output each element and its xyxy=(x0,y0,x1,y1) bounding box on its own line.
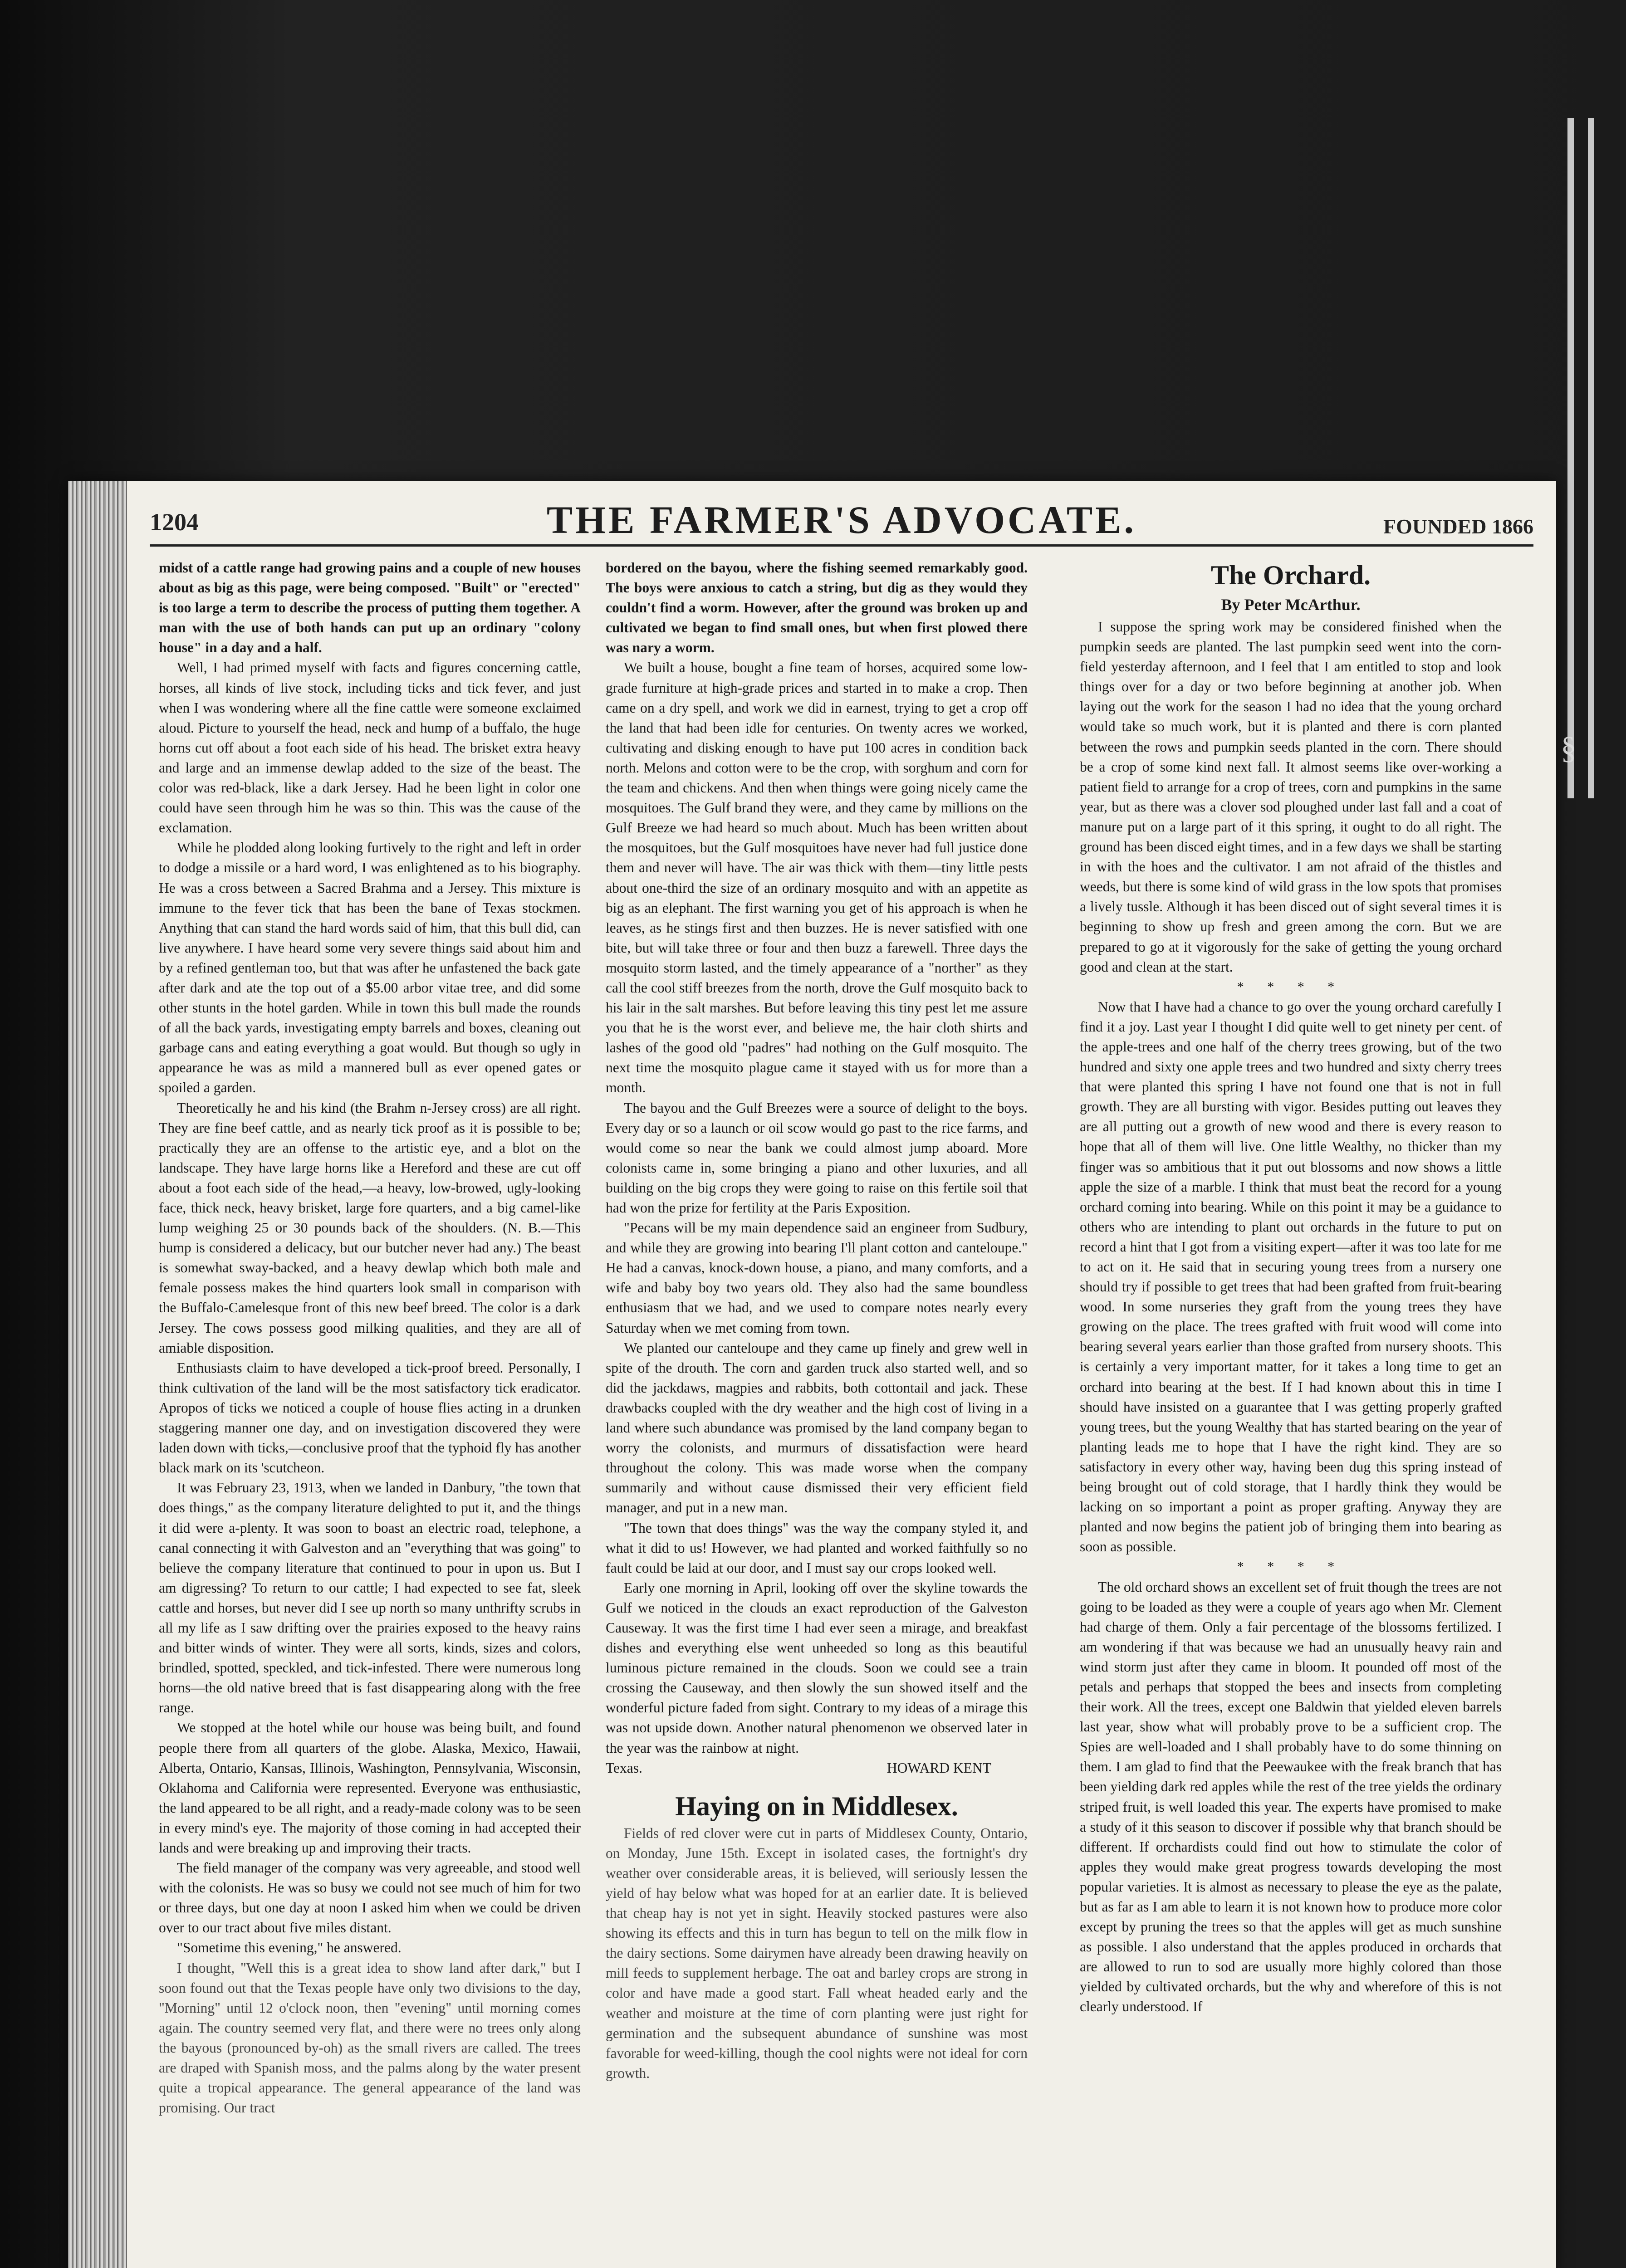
paragraph: "Pecans will be my main dependence said an engineer from Sudbury, and while they are growing into bearing I'll plant cotton and canteloupe." He had a canvas, knock-down house, a piano, and many comforts, and a wife and baby boy two years old. They also had the same boundless enthusiasm that we had, and we used to compare notes nearly every Saturday when we met coming from town. xyxy=(606,1220,1028,1336)
paragraph: I suppose the spring work may be considered finished when the pumpkin seeds are planted. The last pumpkin seed went into the corn-field yesterday afternoon, and I feel that I am entitled to stop and look things over for a day or two before beginning at another job. When laying out the work for the season I had no idea that the young orchard would take so much work, but it is planted and there is corn planted between the rows and pumpkin seeds planted in the corn. There should be a crop of some kind next fall. It almost seems like over-working a patient field to arrange for a crop of trees, corn and pumpkins in the same year, but as there was a clover sod ploughed under last fall and a coat of manure put on a large part of it this spring, it ought to do all right. The ground has been disced eight times, and in a few days we shall be starting in with the hoes and the cultivator. I am not afraid of the thistles and weeds, but there is some kind of wild grass in the low spots that promises a lively tussle. Although it has been disced out of sight several times it is beginning to show up fresh and green among the corn. But we are prepared to go at it vigorously for the sake of getting the young orchard good and clean at the start. xyxy=(1080,619,1502,975)
paragraph: Early one morning in April, looking off over the skyline towards the Gulf we noticed in the clouds an exact reproduction of the Galveston Causeway. It was the first time I had ever seen a mirage, and breakfast dishes and everything else went unheeded so long as this beautiful luminous picture remained in the clouds. Soon we could see a train crossing the Causeway, and then slowly the sun showed itself and the wonderful picture faded from sight. Contrary to my ideas of a mirage this was not upside down. Another natural phenomenon we observed later in the year was the rainbow at night. xyxy=(606,1579,1028,1756)
paragraph: Enthusiasts claim to have developed a tick-proof breed. Personally, I think cultivation of the land will be the most satisfactory tick eradicator. Apropos of ticks we noticed a couple of house flies acting in a drunken staggering manner one day, and on investigation discovered they were laden down with ticks,—conclusive proof that the typhoid fly has another black mark on its 'scutcheon. xyxy=(159,1359,581,1476)
spine-line xyxy=(1588,118,1594,798)
spine-line xyxy=(1567,118,1574,798)
paragraph: The old orchard shows an excellent set of fruit though the trees are not going to be loaded as they were a couple of years ago when Mr. Clement had charge of them. Only a fair percentage of the blossoms fertilized. I am wondering if that was because we had an unusually heavy rain and wind storm just after they came in bloom. It pounded off most of the petals and perhaps that stopped the bees and insects from completing their work. All the trees, except one Baldwin that yielded eleven barrels last year, show what will probably prove to be a sufficient crop. The Spies are well-loaded and I shall probably have to do some thinning on them. I am glad to find that the Peewaukee with the freak branch that has been yielding dark red apples while the rest of the tree yields the ordinary striped fruit, is well loaded this year. The experts have promised to make a study of it this season to discover if possible why that branch should be different. If orchardists could find out how to stimulate the color of apples they would make great progress towards developing the most popular varieties. It is almost as necessary to please the eye as the palate, but as far as I am able to learn it is not known how to produce more color except by pruning the trees so that the apples will get as much sunshine as possible. I also understand that the apples produced in orchards that are allowed to run to sod are usually more highly colored than those yielded by cultivated orchards, but the why and wherefore of this is not clearly understood. If xyxy=(1080,1579,1502,2015)
signature xyxy=(606,1758,1028,1778)
paragraph: I thought, "Well this is a great idea to show land after dark," but I soon found out that the Texas people have only two divisions to the day, "Morning" until 12 o'clock noon, then "evening" until morning comes again. The country seemed very flat, and there were no trees only along the bayous (pronounced by-oh) as the small rivers are called. The trees are draped with Spanish moss, and the palms along by the water present quite a tropical appearance. The general appearance of the land was promising. Our tract xyxy=(159,1960,581,2116)
column-3 xyxy=(1080,558,1502,2017)
paragraph: We planted our canteloupe and they came up finely and grew well in spite of the drouth. The corn and garden truck also started well, and so did the jackdaws, magpies and rabbits, both cottontail and jack. These drawbacks coupled with the dry weather and the high cost of living in a land where such abundance was promised by the land company began to worry the colonists, and murmurs of dissatisfaction were heard throughout the colony. This was made worse when the company summarily and without cause dismissed their very efficient field manager, and put in a new man. xyxy=(606,1339,1028,1516)
paragraph: The bayou and the Gulf Breezes were a source of delight to the boys. Every day or so a launch or oil scow would go past to the rice farms, and would come so near the bank we could almost jump aboard. More colonists came in, some bringing a piano and other luxuries, and all building on the big crops they were going to raise on this fertile soil that had won the prize for fertility at the Paris Exposition. xyxy=(606,1100,1028,1216)
section-separator: * * * * xyxy=(1237,979,1345,994)
paragraph: bordered on the bayou, where the fishing seemed remarkably good. The boys were anxious to catch a string, but dig as they would they couldn't find a worm. However, after the ground was broken up and cultivated we began to find small ones, but when first plowed there was nary a worm. xyxy=(606,560,1028,656)
page-header xyxy=(150,494,1533,547)
paragraph: midst of a cattle range had growing pains and a couple of new houses about as big as this page, were being composed. "Built" or "erected" is too large a term to describe the process of putting them together. A man with the use of both hands can put up an ordinary "colony house" in a day and a half. xyxy=(159,560,581,656)
paragraph: We built a house, bought a fine team of horses, acquired some low-grade furniture at high-grade prices and started in to make a crop. Then came on a dry spell, and work we did in earnest, trying to get a crop off the land that had been idle for centuries. On twenty acres we worked, cultivating and disking enough to have put 100 acres in condition back north. Melons and cotton were to be the crop, with sorghum and corn for the team and chickens. And then when things were going nicely came the mosquitoes. The Gulf brand they were, and they came by millions on the Gulf Breeze we had heard so much about. Much has been written about the mosquitoes, but the Gulf mosquitoes have never had full justice done them and never will have. The air was thick with them—tiny little pests about one-third the size of an ordinary mosquito and with an appetite as big as an elephant. The first warning you get of his approach is when he leaves, as he stings first and then buzzes. He is never satisfied with one bite, but will take three or four and then buzz a farewell. Three days the mosquito storm lasted, and the timely appearance of a "norther" as they call the cool stiff breezes from the north, drove the Gulf mosquito back to his lair in the salt marshes. But before leaving this tiny pest let me assure you that he is the worst ever, and believe me, the hair cloth shirts and lashes of the good old "padres" had nothing on the Gulf mosquito. The next time the mosquito plague came it stayed with us for more than a month. xyxy=(606,660,1028,1096)
paragraph: "Sometime this evening," he answered. xyxy=(177,1940,402,1956)
signature-name: HOWARD KENT xyxy=(886,1760,991,1776)
column-2 xyxy=(606,558,1028,2083)
newspaper-page xyxy=(68,481,1556,2268)
paragraph: We stopped at the hotel while our house was being built, and found people there from all quarters of the globe. Alaska, Mexico, Hawaii, Alberta, Ontario, Kansas, Illinois, Washington, Pennsylvania, Wisconsin, Oklahoma and California were represented. Everyone was enthusiastic, the land appeared to be all right, and a ready-made colony was to be seen in every mind's eye. The majority of those coming in had accepted their lands and were breaking up and improving their tracts. xyxy=(159,1720,581,1856)
article-title-orchard: The Orchard. xyxy=(1210,560,1371,590)
section-separator: * * * * xyxy=(1237,1559,1345,1574)
paragraph: "The town that does things" was the way the company styled it, and what it did to us! However, we had planted and worked faithfully so no fault could be laid at our door, and I must say our crops looked well. xyxy=(606,1520,1028,1576)
paragraph: While he plodded along looking furtively to the right and left in order to dodge a missile or a hard word, I was enlightened as to his biography. He was a cross between a Sacred Brahma and a Jersey. This mixture is immune to the fever tick that has been the bane of Texas stockmen. Anything that can stand the hard words said of him, that this bull did, can live anywhere. I have heard some very severe things said about him and by a refined gentleman too, but that was after he unfastened the back gate after dark and ate the top out of a $5.00 arbor vitae tree, and did some other stunts in the hotel garden. While in town this bull made the rounds of all the back yards, investigating empty barrels and boxes, cleaning out garbage cans and eating everything a goat would. But though so ugly in appearance he was as mild a mannered bull as ever opened gates or spoiled a garden. xyxy=(159,840,581,1096)
article-title-middlesex: Haying on in Middlesex. xyxy=(675,1791,958,1821)
paragraph: It was February 23, 1913, when we landed in Danbury, "the town that does things," as the company literature delighted to put it, and the things it did were a-plenty. It was soon to boast an electric road, telephone, a canal connecting it with Galveston and an "everything that was going" to believe the company literature that continued to pour in upon us. But I am digressing? To return to our cattle; I had expected to see fat, sleek cattle and horses, but never did I see up north so many unthrifty scrubs in all my life as I saw drifting over the prairies exposed to the heavy rains and bitter winds of winter. They were all sorts, kinds, sizes and colors, brindled, spotted, speckled, and tick-infested. There were numerous long horns—the old native breed that is fast disappearing along with the free range. xyxy=(159,1480,581,1716)
masthead: THE FARMER'S ADVOCATE. xyxy=(546,498,1137,542)
margin-mark: § xyxy=(1561,731,1577,766)
page-edge xyxy=(68,481,127,2268)
signature-place: Texas. xyxy=(606,1760,642,1776)
paragraph: Now that I have had a chance to go over the young orchard carefully I find it a joy. Last year I thought I did quite well to get ninety per cent. of the apple-trees and one half of the cherry trees growing, but of the two hundred and sixty one apple trees and two hundred and sixty cherry trees that were planted this spring I have not found one that is not in full growth. They are all bursting with vigor. Besides putting out leaves they are all putting out a growth of new wood and there is every reason to hope that all of them will live. One little Wealthy, no thicker than my finger was so ambitious that it put out blossoms and now shows a little apple the size of a marble. I think that must beat the record for a young orchard coming into bearing. While on this point it may be a guidance to others who are intending to plant out orchards in the future to put on record a hint that I got from a visiting expert—after it was too late for me to act on it. He said that in securing young trees from a nursery one should try if possible to get trees that had been grafted from fruit-bearing wood. In some nurseries they graft from the young trees they have growing on the place. The trees grafted with fruit wood will come into bearing several years earlier than those grafted from nursery shoots. This is certainly a very important matter, for it takes a long time to get an orchard into bearing at the best. If I had known about this in time I should have insisted on a guarantee that I was getting properly grafted young trees, but the young Wealthy that has started bearing on the year of planting leads me to hope that I have the right kind. They are so satisfactory in every other way, having been dug this spring instead of being brought out of cold storage, that I hardly think they would be lacking on so important a point as proper grafting. Anyway they are planted and now begins the patient job of bringing them into bearing as soon as possible. xyxy=(1080,998,1502,1555)
paragraph: Theoretically he and his kind (the Brahm n-Jersey cross) are all right. They are fine beef cattle, and as nearly tick proof as it is possible to be; practically they are an offense to the artistic eye, and a blot on the landscape. They have large horns like a Hereford and these are cut off about a foot each side of the head,—a heavy, low-browed, ugly-looking face, thick neck, heavy brisket, large fore quarters, and a big camel-like lump weighing 25 or 30 pounds back of the shoulders. (N. B.—This hump is considered a delicacy, but our butcher never had any.) The beast is somewhat sway-backed, and a heavy dewlap which both male and female possess makes the hind quarters look small in comparison with the Buffalo-Camelesque front of this new beef breed. The color is a dark Jersey. The cows possess good milking qualities, and they are all of amiable disposition. xyxy=(159,1100,581,1356)
founded-label: FOUNDED 1866 xyxy=(1383,515,1533,538)
byline: By Peter McArthur. xyxy=(1221,596,1361,614)
paragraph: Well, I had primed myself with facts and figures concerning cattle, horses, all kinds of live stock, including ticks and tick fever, and just when I was wondering where all the fine cattle were someone exclaimed aloud. Picture to yourself the head, neck and hump of a buffalo, the huge horns cut off about a foot each side of his head. The brisket extra heavy and large and an immense dewlap added to the size of the beast. The color was red-black, like a dark Jersey. Had he been light in color one could have seen through him he was so thin. This was the cause of the exclamation. xyxy=(159,660,581,836)
paragraph: The field manager of the company was very agreeable, and stood well with the colonists. He was so busy we could not see much of him for two or three days, but one day at noon I asked him when we could be driven over to our tract about five miles distant. xyxy=(159,1860,581,1936)
paragraph: Fields of red clover were cut in parts of Middlesex County, Ontario, on Monday, June 15th. Except in isolated cases, the fortnight's dry weather over considerable areas, it is believed, will seriously lessen the yield of hay below what was hoped for at an earlier date. It is believed that cheap hay is not yet in sight. Heavily stocked pastures were also showing its effects and this in turn has begun to tell on the milk flow in the dairy sections. Some dairymen have already been drawing heavily on mill feeds to supplement herbage. The oat and barley crops are strong in color and have made a good start. Fall wheat headed early and the weather and moisture at the time of corn planting were just right for germination and the subsequent abundance of sunshine was most favorable for weed-killing, though the cool nights were not ideal for corn growth. xyxy=(606,1825,1028,2081)
column-1 xyxy=(159,558,581,2118)
page-number: 1204 xyxy=(150,508,199,536)
